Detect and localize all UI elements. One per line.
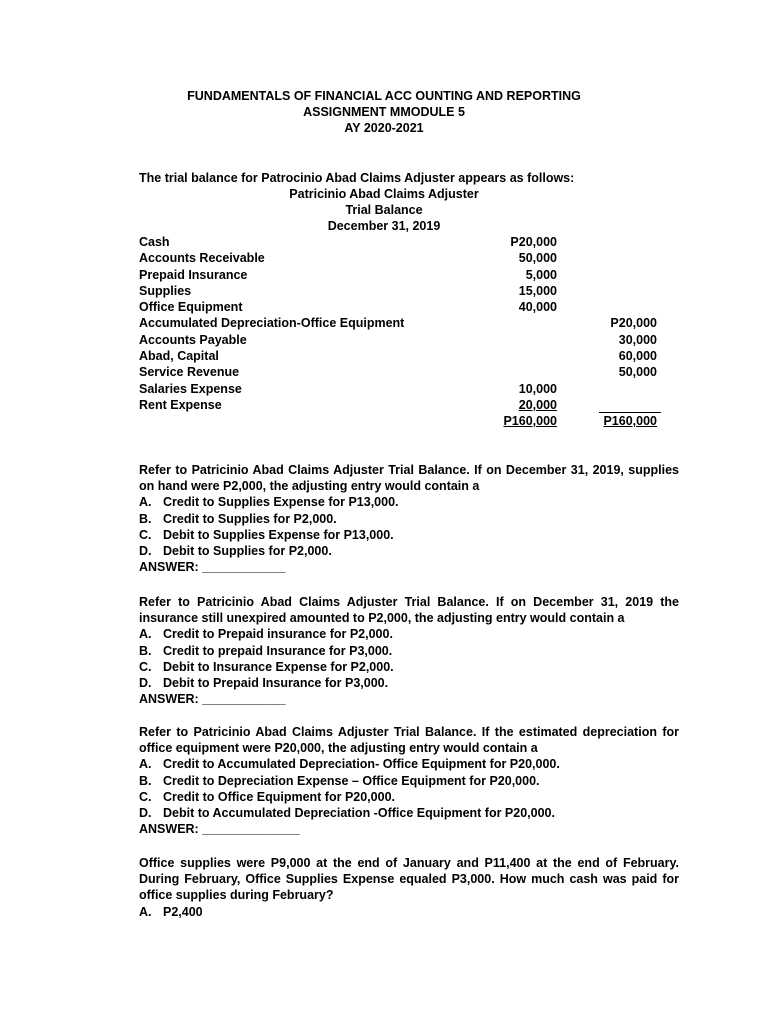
credit-amount: P20,000 (610, 316, 657, 331)
account-name: Supplies (139, 283, 192, 298)
table-row (139, 267, 669, 283)
question-3 (139, 724, 679, 837)
option-a (139, 756, 679, 772)
statement-date: December 31, 2019 (327, 219, 441, 234)
total-debit: P160,000 (503, 414, 557, 429)
question-stem: Office supplies were P9,000 at the end of January and P11,400 at the end of February. During February, Office Supplies Expense equaled P3,000. How much cash was paid for office supplies during February? (139, 856, 679, 903)
option-text: Credit to Supplies Expense for P13,000. (163, 495, 399, 510)
option-letter: C. (139, 527, 152, 542)
question-4 (139, 855, 679, 920)
answer-blank[interactable]: ANSWER: ____________ (139, 560, 286, 575)
option-text: Credit to Depreciation Expense – Office Equipment for P20,000. (163, 773, 540, 788)
debit-amount: 20,000 (518, 397, 557, 412)
answer-blank[interactable]: ANSWER: ______________ (139, 822, 300, 837)
statement-title: Trial Balance (345, 203, 423, 218)
table-row (139, 397, 669, 413)
debit-amount: 15,000 (518, 283, 557, 298)
credit-amount: 50,000 (618, 365, 657, 380)
academic-year: AY 2020-2021 (344, 121, 424, 135)
option-c (139, 527, 679, 543)
option-letter: B. (139, 643, 152, 658)
option-letter: D. (139, 676, 152, 691)
intro-text: The trial balance for Patrocinio Abad Claims Adjuster appears as follows: (139, 171, 575, 185)
option-text: Credit to Accumulated Depreciation- Office Equipment for P20,000. (163, 757, 560, 772)
debit-amount: P20,000 (510, 235, 557, 249)
account-name: Rent Expense (139, 397, 222, 412)
option-text: Debit to Insurance Expense for P2,000. (163, 659, 394, 674)
option-letter: B. (139, 773, 152, 788)
table-row (139, 283, 669, 299)
totals-row (139, 413, 669, 429)
account-name: Accounts Receivable (139, 251, 265, 266)
table-row (139, 250, 669, 266)
option-b (139, 773, 679, 789)
trial-balance-table (139, 234, 669, 430)
option-text: Debit to Accumulated Depreciation -Office Equipment for P20,000. (163, 806, 555, 821)
table-row (139, 381, 669, 397)
account-name: Accounts Payable (139, 332, 247, 347)
question-1 (139, 462, 679, 575)
credit-amount: 60,000 (618, 349, 657, 364)
table-row (139, 364, 669, 380)
option-letter: C. (139, 659, 152, 674)
account-name: Service Revenue (139, 365, 240, 380)
account-name: Cash (139, 235, 170, 249)
option-letter: A. (139, 495, 152, 510)
table-row (139, 299, 669, 315)
total-credit: P160,000 (603, 414, 657, 429)
document-header (0, 88, 768, 136)
option-letter: B. (139, 511, 152, 526)
question-stem: Refer to Patricinio Abad Claims Adjuster Trial Balance. If on December 31, 2019 the insurance still unexpired amounted to P2,000, the adjusting entry would contain a (139, 595, 679, 626)
question-stem: Refer to Patricinio Abad Claims Adjuster Trial Balance. If the estimated depreciation for office equipment were P20,000, the adjusting entry would contain a (139, 725, 679, 756)
account-name: Prepaid Insurance (139, 267, 248, 282)
account-name: Accumulated Depreciation-Office Equipment (139, 316, 405, 331)
table-row (139, 234, 669, 250)
assignment-title: ASSIGNMENT MMODULE 5 (303, 105, 465, 119)
account-name: Abad, Capital (139, 349, 219, 364)
question-stem: Refer to Patricinio Abad Claims Adjuster Trial Balance. If on December 31, 2019, supplies on hand were P2,000, the adjusting entry would contain a (139, 463, 679, 494)
option-text: Debit to Prepaid Insurance for P3,000. (163, 676, 389, 691)
option-d (139, 805, 679, 821)
option-a (139, 904, 679, 920)
table-row (139, 332, 669, 348)
option-text: Credit to prepaid Insurance for P3,000. (163, 643, 393, 658)
option-letter: A. (139, 627, 152, 642)
course-title: FUNDAMENTALS OF FINANCIAL ACC OUNTING AND REPORTING (187, 89, 581, 103)
trial-balance-heading (0, 186, 768, 235)
option-letter: A. (139, 757, 152, 772)
option-c (139, 789, 679, 805)
option-a (139, 494, 679, 510)
debit-amount: 5,000 (525, 267, 557, 282)
option-d (139, 675, 679, 691)
option-a (139, 626, 679, 642)
option-d (139, 543, 679, 559)
account-name: Salaries Expense (139, 381, 242, 396)
company-name: Patricinio Abad Claims Adjuster (289, 187, 479, 201)
option-b (139, 511, 679, 527)
debit-amount: 50,000 (518, 251, 557, 266)
option-letter: A. (139, 904, 152, 919)
option-b (139, 643, 679, 659)
option-text: Debit to Supplies Expense for P13,000. (163, 527, 394, 542)
option-letter: D. (139, 806, 152, 821)
option-text: Credit to Office Equipment for P20,000. (163, 789, 395, 804)
option-text: Debit to Supplies for P2,000. (163, 544, 332, 559)
option-c (139, 659, 679, 675)
answer-blank[interactable]: ANSWER: ____________ (139, 692, 286, 707)
credit-amount: 30,000 (618, 332, 657, 347)
account-name: Office Equipment (139, 300, 243, 315)
table-row (139, 315, 669, 331)
option-text: Credit to Supplies for P2,000. (163, 511, 337, 526)
question-2 (139, 594, 679, 707)
option-text: Credit to Prepaid insurance for P2,000. (163, 627, 393, 642)
table-row (139, 348, 669, 364)
option-text: P2,400 (163, 904, 203, 919)
debit-amount: 10,000 (518, 381, 557, 396)
option-letter: C. (139, 789, 152, 804)
option-letter: D. (139, 544, 152, 559)
debit-amount: 40,000 (518, 300, 557, 315)
